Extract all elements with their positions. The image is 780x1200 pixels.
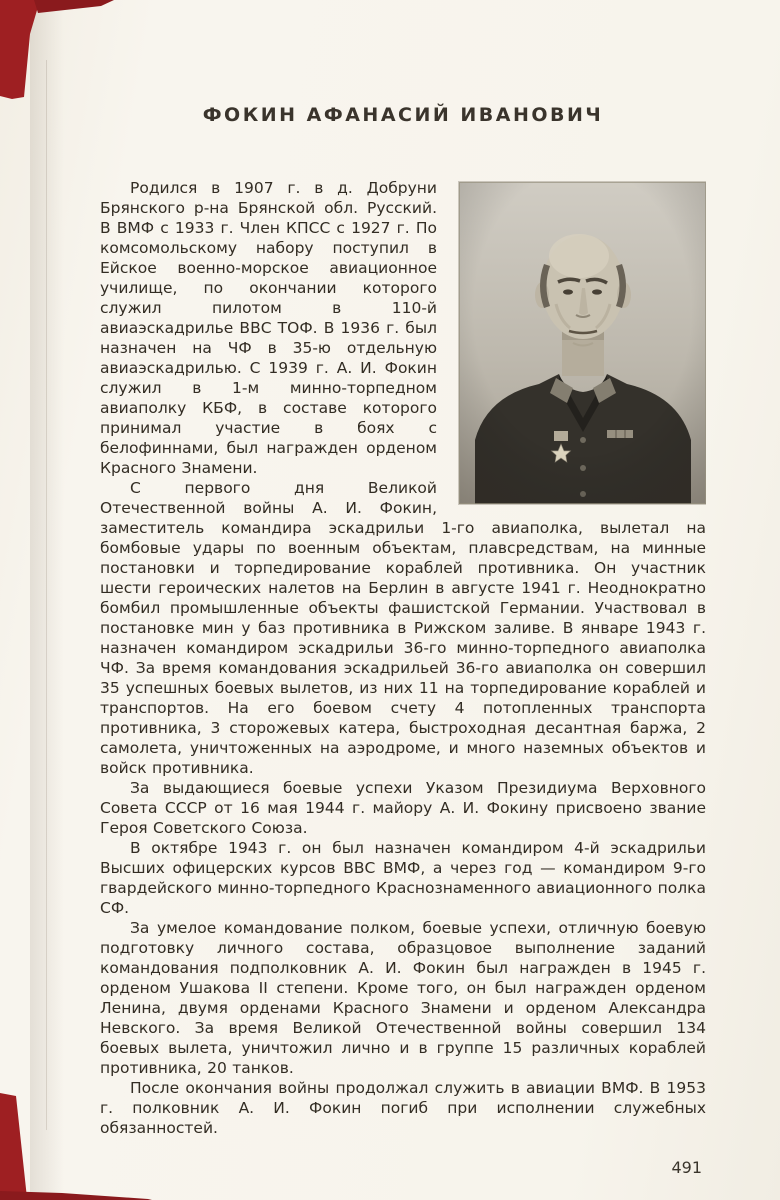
paragraph-war-record: С первого дня Великой Отечественной войны А. И. Фокин, заместитель командира эскадрильи 1-го авиаполка, вылетал на бомбовые удары по военным объектам, плавсредствам, на минные постановки и торпедирование кораблей противника. Он участник шести героических налетов на Берлин в августе 1941 г. Неоднократно бомбил промышленные объекты фашистской Германии. Участвовал в постановке мин у баз противника в Рижском заливе. В январе 1943 г. назначен командиром эскадрильи 36-го минно-торпедного авиаполка ЧФ. За время командования эскадрильей 36-го авиаполка он совершил 35 успешных боевых вылетов, из них 11 на торпедирование кораблей и транспортов. На его боевом счету 4 потопленных транспорта противника, 3 сторожевых катера, быстроходная десантная баржа, 2 самолета, уничтоженных на аэродроме, и много наземных объектов и войск противника. — [100, 479, 706, 777]
page-number: 491 — [671, 1158, 702, 1177]
paragraph-postwar: После окончания войны продолжал служить в авиации ВМФ. В 1953 г. полковник А. И. Фокин погиб при исполнении служебных обязанностей. — [100, 1079, 706, 1137]
paragraph-hero-title: За выдающиеся боевые успехи Указом Президиума Верховного Совета СССР от 16 мая 1944 г. майору А. И. Фокину присвоено звание Героя Советского Союза. — [100, 779, 706, 837]
portrait-photo — [459, 182, 706, 504]
paragraph-commands: В октябре 1943 г. он был назначен командиром 4-й эскадрильи Высших офицерских курсов ВВС ВМФ, а через год — командиром 9-го гвардейского минно-торпедного Краснознаменного авиационного полка СФ. — [100, 839, 706, 917]
paragraph-birth-service: Родился в 1907 г. в д. Добруни Брянского р-на Брянской обл. Русский. В ВМФ с 1933 г. Член КПСС с 1927 г. По комсомольскому набору поступил в Ейское военно-морское авиационное училище, по окончании которого служил пилотом в 110-й авиаэскадрилье ВВС ТОФ. В 1936 г. был назначен на ЧФ в 35-ю отдельную авиаэскадрилью. С 1939 г. А. И. Фокин служил в 1-м минно-торпедном авиаполку КБФ, в составе которого принимал участие в боях с белофиннами, был награжден орденом Красного Знамени. — [100, 179, 437, 477]
article-title: ФОКИН АФАНАСИЙ ИВАНОВИЧ — [202, 104, 604, 126]
portrait-photo-art — [459, 182, 706, 504]
article-body — [100, 178, 706, 1138]
paragraph-awards: За умелое командование полком, боевые успехи, отличную боевую подготовку личного состава, образцовое выполнение заданий командования подполковник А. И. Фокин был награжден в 1945 г. орденом Ушакова II степени. Кроме того, он был награжден орденом Ленина, двумя орденами Красного Знамени и орденом Александра Невского. За время Великой Отечественной войны совершил 134 боевых вылета, уничтожил лично и в группе 15 различных кораблей противника, 20 танков. — [100, 919, 706, 1077]
